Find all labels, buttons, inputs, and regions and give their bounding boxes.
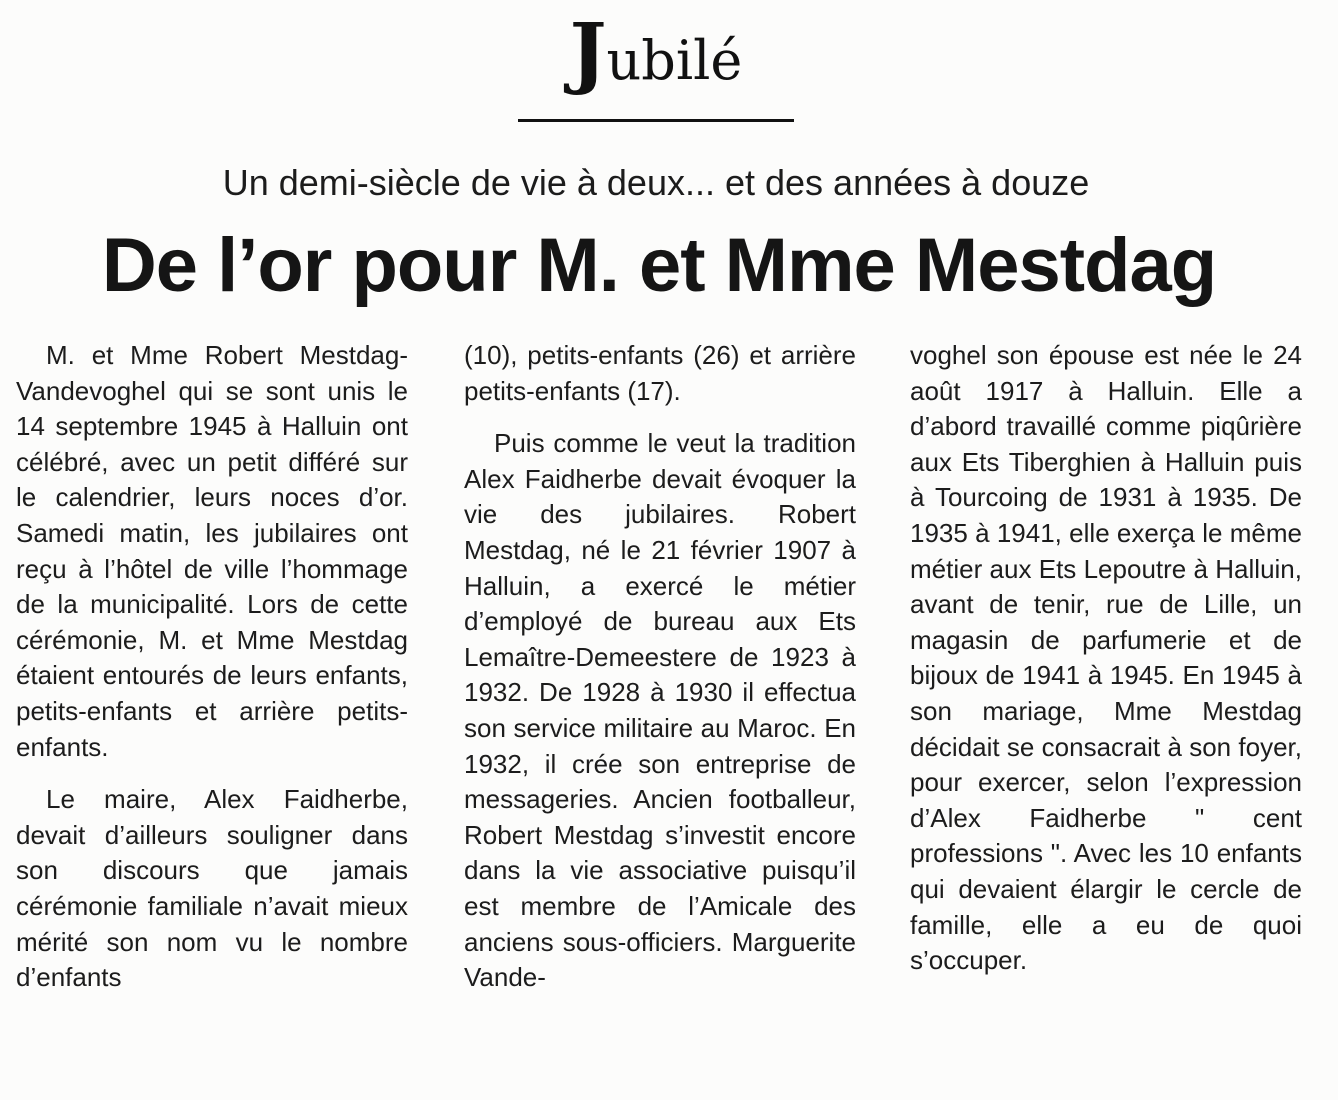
paragraph: voghel son épouse est née le 24 août 1917 à Halluin. Elle a d’abord travaillé comme piqûrière aux Ets Tiberghien à Halluin puis à Tourcoing de 1931 à 1935. De 1935 à 1941, elle exerça le même métier aux Ets Lepoutre à Halluin, avant de tenir, rue de Lille, un magasin de parfumerie et de bijoux de 1941 à 1945. En 1945 à son mariage, Mme Mestdag décidait se consacrait à son foyer, pour exercer, selon l’expression d’Alex Faidherbe " cent professions ". Avec les 10 enfants qui devaient élargir le cercle de famille, elle a eu de quoi s’occuper. [910,340,1302,976]
rubric-underline [518,119,794,122]
article-column-3 [910,338,1302,979]
article-column-1 [16,338,408,996]
paragraph: Le maire, Alex Faidherbe, devait d’ailleurs souligner dans son discours que jamais cérémonie familiale n’avait mieux mérité son nom vu le nombre d’enfants [16,784,408,993]
paragraph: (10), petits-enfants (26) et arrière petits-enfants (17). [464,340,856,406]
article-column-2 [464,338,856,996]
rubric-rest: ubilé [606,29,743,92]
rubric-initial: J [569,7,607,98]
kicker: Un demi-siècle de vie à deux... et des années à douze [222,162,1090,203]
paragraph: M. et Mme Robert Mestdag-Vandevoghel qui se sont unis le 14 septembre 1945 à Halluin ont célébré, avec un petit différé sur le calendrier, leurs noces d’or. Samedi matin, les jubilaires ont reçu à l’hôtel de ville l’hommage de la municipalité. Lors de cette cérémonie, M. et Mme Mestdag étaient entourés de leurs enfants, petits-enfants et arrière petits-enfants. [16,340,408,762]
section-rubric [518,7,794,98]
paragraph: Puis comme le veut la tradition Alex Faidherbe devait évoquer la vie des jubilaires. Robert Mestdag, né le 21 février 1907 à Halluin, a exercé le métier d’employé de bureau aux Ets Lemaître-Demeestere de 1923 à 1932. De 1928 à 1930 il effectua son service militaire au Maroc. En 1932, il crée son entreprise de messageries. Ancien footballeur, Robert Mestdag s’investit encore dans la vie associative puisqu’il est membre de l’Amicale des anciens sous-officiers. Marguerite Vande- [464,428,856,993]
headline: De l’or pour M. et Mme Mestdag [101,223,1217,308]
